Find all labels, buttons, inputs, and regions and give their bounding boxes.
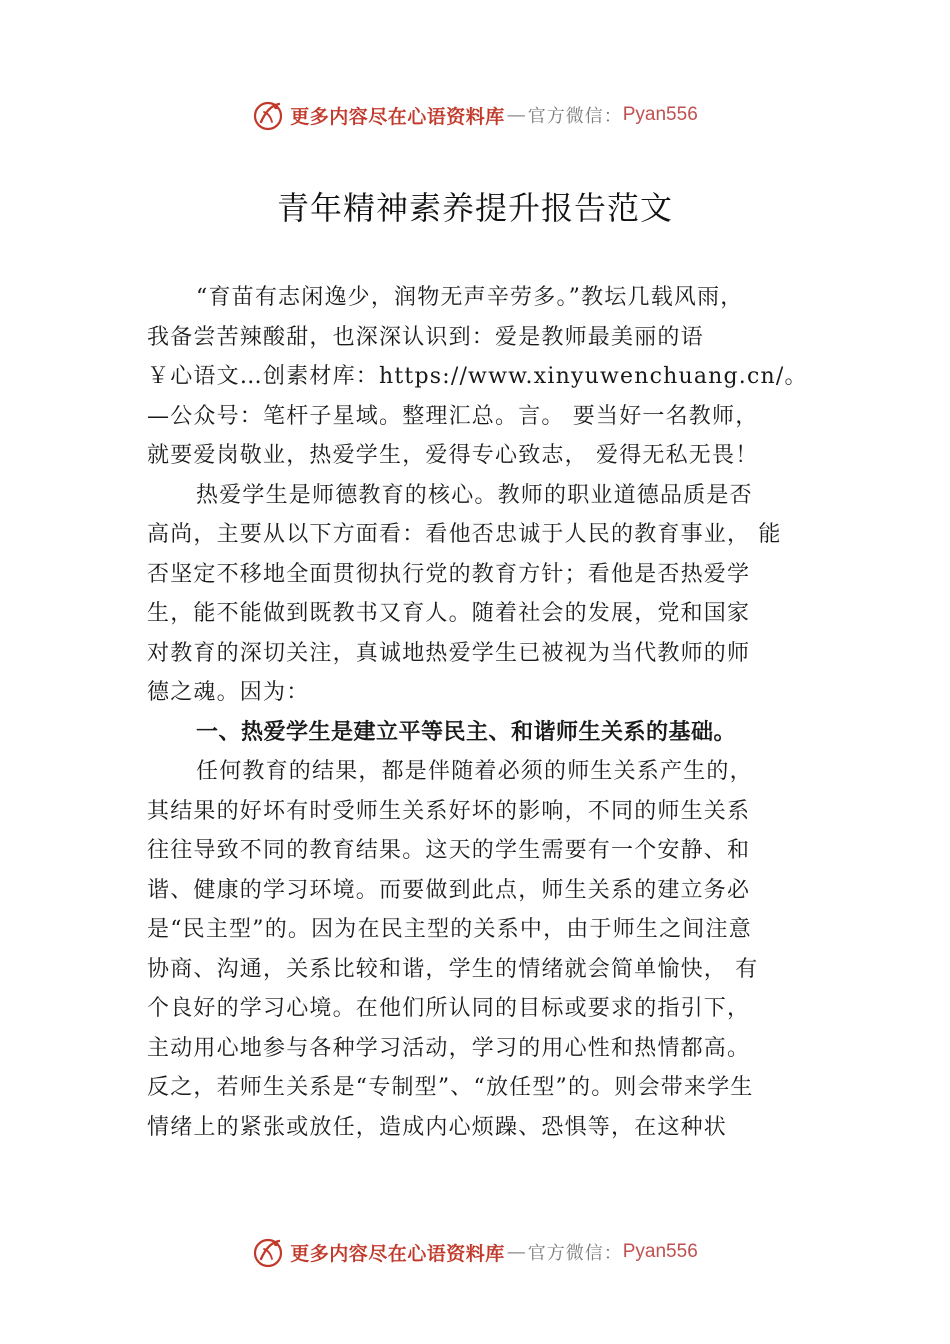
text-line: 其结果的好坏有时受师生关系好坏的影响，不同的师生关系 <box>147 798 751 824</box>
text-line: 热爱学生是师德教育的核心。教师的职业道德品质是否 <box>196 482 753 508</box>
text-line: 主动用心地参与各种学习活动，学习的用心性和热情都高。 <box>147 1035 751 1061</box>
text-line: 高尚，主要从以下方面看：看他否忠诚于人民的教育事业， 能 <box>147 522 782 547</box>
brand-name: 更多内容尽在心语资料库 <box>290 1242 505 1265</box>
document-title: 青年精神素养提升报告范文 <box>276 189 673 227</box>
wechat-label: 官方微信： <box>527 1243 623 1264</box>
text-line: 个良好的学习心境。在他们所认同的目标或要求的指引下， <box>147 996 751 1021</box>
text-line: 就要爱岗敬业，热爱学生，爱得专心致志， 爱得无私无畏！ <box>147 443 759 468</box>
text-line: 德之魂。因为： <box>147 680 310 705</box>
text-line: “育苗有志闲逸少，润物无声辛劳多。”教坛几载风雨， <box>196 285 744 310</box>
text-line: 往往导致不同的教育结果。这天的学生需要有一个安静、和 <box>147 838 751 863</box>
wechat-id: Pyan556 <box>622 104 698 125</box>
header-banner <box>0 95 950 135</box>
section-heading: 一、热爱学生是建立平等民主、和谐师生关系的基础。 <box>196 719 737 745</box>
text-line: 我备尝苦辣酸甜，也深深认识到：爱是教师最美丽的语 <box>147 324 704 350</box>
text-line: 反之，若师生关系是“专制型”、“放任型”的。则会带来学生 <box>147 1075 754 1100</box>
text-line: 谐、健康的学习环境。而要做到此点，师生关系的建立务必 <box>147 877 751 903</box>
banner-separator: — <box>506 104 526 126</box>
wechat-id: Pyan556 <box>622 1241 698 1262</box>
text-line: 是“民主型”的。因为在民主型的关系中，由于师生之间注意 <box>147 917 752 942</box>
text-line: 否坚定不移地全面贯彻执行党的教育方针；看他是否热爱学 <box>147 561 751 587</box>
text-line: —公众号：笔杆子星域。整理汇总。言。 要当好一名教师， <box>147 403 759 429</box>
text-line: ￥心语文…创素材库：https://www.xinyuwenchuang.cn/。 <box>147 364 808 389</box>
brand-name: 更多内容尽在心语资料库 <box>290 105 505 128</box>
brand-logo-icon <box>252 98 286 132</box>
footer-banner <box>0 1232 950 1272</box>
text-line: 协商、沟通，关系比较和谐，学生的情绪就会简单愉快， 有 <box>147 956 759 982</box>
brand-logo-icon <box>252 1235 286 1269</box>
text-line: 对教育的深切关注，真诚地热爱学生已被视为当代教师的师 <box>147 640 751 666</box>
wechat-label: 官方微信： <box>527 106 623 127</box>
text-line: 任何教育的结果，都是伴随着必须的师生关系产生的， <box>196 759 753 784</box>
text-line: 情绪上的紧张或放任，造成内心烦躁、恐惧等，在这种状 <box>147 1114 728 1140</box>
document-body <box>147 278 837 1147</box>
text-line: 生，能不能做到既教书又育人。随着社会的发展，党和国家 <box>147 601 751 626</box>
banner-separator: — <box>506 1241 526 1263</box>
